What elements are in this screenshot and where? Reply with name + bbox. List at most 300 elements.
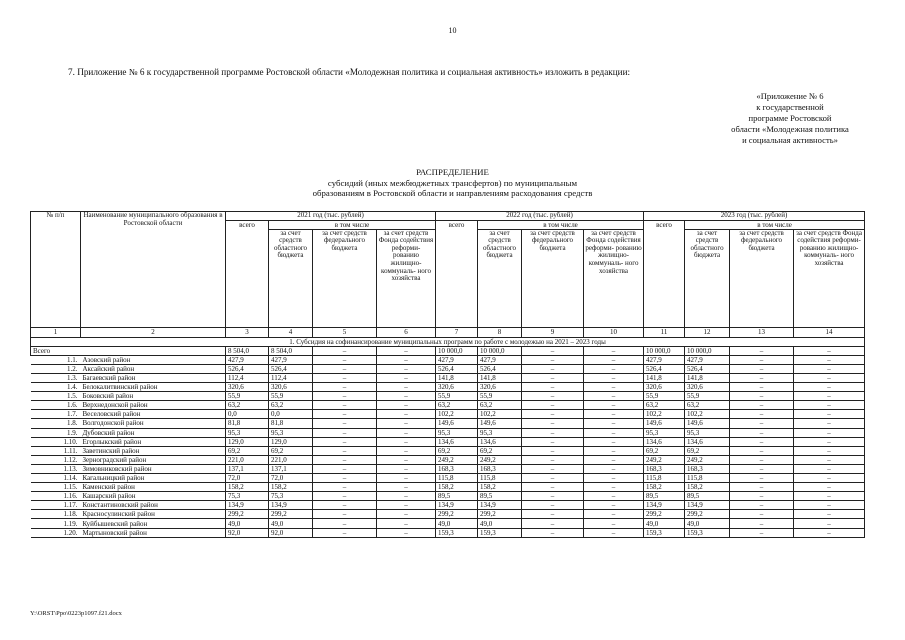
dash-cell: – bbox=[584, 446, 644, 455]
dash-cell: – bbox=[794, 492, 865, 501]
dash-cell: – bbox=[584, 464, 644, 473]
dash-cell: – bbox=[522, 510, 584, 519]
dash-cell: – bbox=[730, 464, 794, 473]
dash-cell: – bbox=[522, 437, 584, 446]
dash-cell: – bbox=[794, 446, 865, 455]
row-number: 1.1. bbox=[31, 355, 81, 364]
municipality-name: Верхнедонской район bbox=[81, 401, 226, 410]
value-2022-regional: 115,8 bbox=[478, 474, 522, 483]
table-row bbox=[31, 464, 865, 473]
table-row bbox=[31, 474, 865, 483]
value-2023-total: 69,2 bbox=[644, 446, 685, 455]
value-2022-regional: 134,9 bbox=[478, 501, 522, 510]
value-2022-regional: 55,9 bbox=[478, 392, 522, 401]
column-number: 2 bbox=[81, 327, 226, 337]
municipality-name: Белокалитвинский район bbox=[81, 383, 226, 392]
title-line: РАСПРЕДЕЛЕНИЕ bbox=[416, 167, 489, 177]
column-number-row bbox=[31, 327, 865, 337]
value-2021-regional: 112,4 bbox=[269, 373, 313, 382]
value-2023-regional: 49,0 bbox=[685, 519, 730, 528]
column-number: 3 bbox=[226, 327, 269, 337]
value-2022-regional: 526,4 bbox=[478, 364, 522, 373]
value-2023-regional: 102,2 bbox=[685, 410, 730, 419]
municipality-name: Кагальницкий район bbox=[81, 474, 226, 483]
value-2022-regional: 158,2 bbox=[478, 483, 522, 492]
dash-cell: – bbox=[730, 446, 794, 455]
value-2023-total: 320,6 bbox=[644, 383, 685, 392]
header-total: всего bbox=[644, 220, 685, 327]
total-row bbox=[31, 346, 865, 355]
table-row bbox=[31, 455, 865, 464]
dash-cell: – bbox=[377, 492, 436, 501]
dash-cell: – bbox=[794, 501, 865, 510]
value-2022-total: 427,9 bbox=[436, 355, 478, 364]
value-2021-total: 137,1 bbox=[226, 464, 269, 473]
value-2023-regional: 249,2 bbox=[685, 455, 730, 464]
header-name: Наименование муниципального образования в Ростовской области bbox=[81, 212, 226, 328]
dash-cell: – bbox=[377, 364, 436, 373]
dash-cell: – bbox=[730, 401, 794, 410]
dash-cell: – bbox=[730, 528, 794, 537]
value-2021-regional: 526,4 bbox=[269, 364, 313, 373]
column-number: 9 bbox=[522, 327, 584, 337]
value-2021-total: 55,9 bbox=[226, 392, 269, 401]
dash-cell: – bbox=[313, 528, 377, 537]
value-2023-total: 63,2 bbox=[644, 401, 685, 410]
row-number: 1.3. bbox=[31, 373, 81, 382]
total-2022-regional: 10 000,0 bbox=[478, 346, 522, 355]
value-2023-total: 102,2 bbox=[644, 410, 685, 419]
dash-cell: – bbox=[522, 519, 584, 528]
table-row bbox=[31, 401, 865, 410]
value-2021-total: 95,3 bbox=[226, 428, 269, 437]
total-2023: 10 000,0 bbox=[644, 346, 685, 355]
value-2021-total: 112,4 bbox=[226, 373, 269, 382]
dash-cell: – bbox=[522, 428, 584, 437]
municipality-name: Аксайский район bbox=[81, 364, 226, 373]
title-line: субсидий (иных межбюджетных трансфертов) по муниципальным bbox=[327, 177, 578, 188]
dash-cell: – bbox=[794, 383, 865, 392]
row-number: 1.17. bbox=[31, 501, 81, 510]
municipality-name: Веселовский район bbox=[81, 410, 226, 419]
value-2021-regional: 134,9 bbox=[269, 501, 313, 510]
table-row bbox=[31, 501, 865, 510]
value-2021-regional: 81,8 bbox=[269, 419, 313, 428]
dash-cell: – bbox=[730, 383, 794, 392]
value-2021-total: 526,4 bbox=[226, 364, 269, 373]
value-2022-total: 320,6 bbox=[436, 383, 478, 392]
dash-cell: – bbox=[522, 364, 584, 373]
title-line: образованиям в Ростовской области и направлениям расходования средств bbox=[312, 188, 593, 198]
header-incl: в том числе bbox=[269, 220, 436, 229]
row-number: 1.14. bbox=[31, 474, 81, 483]
value-2021-regional: 221,0 bbox=[269, 455, 313, 464]
table-row bbox=[31, 419, 865, 428]
value-2023-regional: 158,2 bbox=[685, 483, 730, 492]
dash-cell: – bbox=[584, 419, 644, 428]
dash-cell: – bbox=[730, 501, 794, 510]
value-2023-total: 158,2 bbox=[644, 483, 685, 492]
annex-reference bbox=[690, 91, 890, 146]
value-2023-total: 149,6 bbox=[644, 419, 685, 428]
row-number: 1.19. bbox=[31, 519, 81, 528]
dash-cell: – bbox=[313, 373, 377, 382]
municipality-name: Зимовниковский район bbox=[81, 464, 226, 473]
dash-cell: – bbox=[730, 419, 794, 428]
dash-cell: – bbox=[313, 464, 377, 473]
value-2021-regional: 0,0 bbox=[269, 410, 313, 419]
municipality-name: Константиновский район bbox=[81, 501, 226, 510]
value-2022-regional: 95,3 bbox=[478, 428, 522, 437]
dash-cell: – bbox=[584, 428, 644, 437]
value-2022-regional: 102,2 bbox=[478, 410, 522, 419]
value-2023-total: 299,2 bbox=[644, 510, 685, 519]
dash-cell: – bbox=[522, 474, 584, 483]
dash-cell: – bbox=[313, 383, 377, 392]
value-2021-regional: 95,3 bbox=[269, 428, 313, 437]
value-2023-regional: 134,9 bbox=[685, 501, 730, 510]
dash-cell: – bbox=[584, 455, 644, 464]
value-2023-regional: 115,8 bbox=[685, 474, 730, 483]
dash-cell: – bbox=[522, 483, 584, 492]
value-2021-total: 49,0 bbox=[226, 519, 269, 528]
dash-cell: – bbox=[794, 392, 865, 401]
dash-cell: – bbox=[794, 419, 865, 428]
value-2022-regional: 299,2 bbox=[478, 510, 522, 519]
municipality-name: Азовский район bbox=[81, 355, 226, 364]
value-2021-total: 221,0 bbox=[226, 455, 269, 464]
dash-cell: – bbox=[313, 392, 377, 401]
dash-cell: – bbox=[313, 401, 377, 410]
dash-cell: – bbox=[584, 355, 644, 364]
dash-cell: – bbox=[377, 455, 436, 464]
table-row bbox=[31, 483, 865, 492]
dash-cell: – bbox=[584, 437, 644, 446]
value-2021-total: 158,2 bbox=[226, 483, 269, 492]
municipality-name: Зерноградский район bbox=[81, 455, 226, 464]
value-2023-total: 427,9 bbox=[644, 355, 685, 364]
dash-cell: – bbox=[313, 355, 377, 364]
value-2022-regional: 149,6 bbox=[478, 419, 522, 428]
dash-cell: – bbox=[584, 492, 644, 501]
value-2023-regional: 168,3 bbox=[685, 464, 730, 473]
dash-cell: – bbox=[584, 373, 644, 382]
column-number: 14 bbox=[794, 327, 865, 337]
dash-cell: – bbox=[794, 437, 865, 446]
dash-cell: – bbox=[522, 446, 584, 455]
dash-cell: – bbox=[730, 373, 794, 382]
section-row bbox=[31, 337, 865, 346]
dash-cell: – bbox=[313, 437, 377, 446]
value-2022-regional: 159,3 bbox=[478, 528, 522, 537]
value-2021-regional: 427,9 bbox=[269, 355, 313, 364]
dash-cell: – bbox=[730, 510, 794, 519]
dash-cell: – bbox=[730, 474, 794, 483]
table-row bbox=[31, 446, 865, 455]
value-2021-total: 134,9 bbox=[226, 501, 269, 510]
header-incl: в том числе bbox=[685, 220, 865, 229]
dash-cell: – bbox=[522, 373, 584, 382]
value-2022-total: 69,2 bbox=[436, 446, 478, 455]
header-total: всего bbox=[226, 220, 269, 327]
column-number: 7 bbox=[436, 327, 478, 337]
value-2021-total: 92,0 bbox=[226, 528, 269, 537]
value-2021-total: 129,0 bbox=[226, 437, 269, 446]
dash-cell: – bbox=[377, 437, 436, 446]
dash-cell: – bbox=[313, 410, 377, 419]
section-title: 1. Субсидия на софинансирование муниципальных программ по работе с молодежью на 2021 – 2023 годы bbox=[31, 337, 865, 346]
column-number: 6 bbox=[377, 327, 436, 337]
dash-cell: – bbox=[522, 419, 584, 428]
row-number: 1.20. bbox=[31, 528, 81, 537]
value-2023-total: 134,6 bbox=[644, 437, 685, 446]
value-2022-regional: 427,9 bbox=[478, 355, 522, 364]
row-number: 1.10. bbox=[31, 437, 81, 446]
column-number: 10 bbox=[584, 327, 644, 337]
dash-cell: – bbox=[313, 483, 377, 492]
dash-cell: – bbox=[377, 519, 436, 528]
header-num: № п/п bbox=[31, 212, 81, 328]
dash-cell: – bbox=[584, 364, 644, 373]
dash-cell: – bbox=[584, 501, 644, 510]
header-fund: за счет средств Фонда содействия реформи- рованию жилищно- коммуналь- ного хозяйства bbox=[794, 229, 865, 327]
value-2022-regional: 89,5 bbox=[478, 492, 522, 501]
dash-cell: – bbox=[377, 464, 436, 473]
dash-cell: – bbox=[794, 464, 865, 473]
dash-cell: – bbox=[730, 483, 794, 492]
header-fund: за счет средств Фонда содействия реформи- рованию жилищно- коммуналь- ного хозяйства bbox=[584, 229, 644, 327]
header-regional: за счет средств областного бюджета bbox=[685, 229, 730, 327]
dash-cell: – bbox=[584, 474, 644, 483]
value-2022-total: 141,8 bbox=[436, 373, 478, 382]
dash-cell: – bbox=[794, 364, 865, 373]
value-2023-regional: 159,3 bbox=[685, 528, 730, 537]
value-2021-total: 320,6 bbox=[226, 383, 269, 392]
dash-cell: – bbox=[377, 483, 436, 492]
municipality-name: Заветинский район bbox=[81, 446, 226, 455]
row-number: 1.18. bbox=[31, 510, 81, 519]
municipality-name: Волгодонской район bbox=[81, 419, 226, 428]
row-number: 1.8. bbox=[31, 419, 81, 428]
value-2023-total: 168,3 bbox=[644, 464, 685, 473]
dash-cell: – bbox=[313, 419, 377, 428]
value-2021-regional: 69,2 bbox=[269, 446, 313, 455]
dash-cell: – bbox=[377, 410, 436, 419]
dash-cell: – bbox=[377, 373, 436, 382]
dash-cell: – bbox=[313, 346, 377, 355]
value-2022-total: 249,2 bbox=[436, 455, 478, 464]
value-2021-total: 427,9 bbox=[226, 355, 269, 364]
dash-cell: – bbox=[794, 428, 865, 437]
value-2023-regional: 69,2 bbox=[685, 446, 730, 455]
value-2022-total: 134,9 bbox=[436, 501, 478, 510]
value-2021-regional: 129,0 bbox=[269, 437, 313, 446]
column-number: 8 bbox=[478, 327, 522, 337]
value-2021-regional: 320,6 bbox=[269, 383, 313, 392]
header-incl: в том числе bbox=[478, 220, 644, 229]
table-row bbox=[31, 519, 865, 528]
dash-cell: – bbox=[377, 528, 436, 537]
dash-cell: – bbox=[794, 474, 865, 483]
value-2023-regional: 55,9 bbox=[685, 392, 730, 401]
value-2023-total: 141,8 bbox=[644, 373, 685, 382]
dash-cell: – bbox=[794, 510, 865, 519]
value-2021-total: 81,8 bbox=[226, 419, 269, 428]
dash-cell: – bbox=[730, 346, 794, 355]
dash-cell: – bbox=[584, 528, 644, 537]
table-row bbox=[31, 392, 865, 401]
dash-cell: – bbox=[377, 501, 436, 510]
municipality-name: Красносулинский район bbox=[81, 510, 226, 519]
municipality-name: Багаевский район bbox=[81, 373, 226, 382]
dash-cell: – bbox=[730, 410, 794, 419]
dash-cell: – bbox=[730, 355, 794, 364]
value-2022-total: 95,3 bbox=[436, 428, 478, 437]
dash-cell: – bbox=[313, 519, 377, 528]
column-number: 1 bbox=[31, 327, 81, 337]
value-2023-total: 115,8 bbox=[644, 474, 685, 483]
header-regional: за счет средств областного бюджета bbox=[269, 229, 313, 327]
dash-cell: – bbox=[313, 455, 377, 464]
value-2023-regional: 141,8 bbox=[685, 373, 730, 382]
value-2022-regional: 69,2 bbox=[478, 446, 522, 455]
row-number: 1.13. bbox=[31, 464, 81, 473]
header-regional: за счет средств областного бюджета bbox=[478, 229, 522, 327]
value-2021-regional: 158,2 bbox=[269, 483, 313, 492]
municipality-name: Мартыновский район bbox=[81, 528, 226, 537]
value-2022-total: 158,2 bbox=[436, 483, 478, 492]
dash-cell: – bbox=[313, 474, 377, 483]
row-number: 1.15. bbox=[31, 483, 81, 492]
total-2023-regional: 10 000,0 bbox=[685, 346, 730, 355]
dash-cell: – bbox=[313, 492, 377, 501]
dash-cell: – bbox=[522, 355, 584, 364]
dash-cell: – bbox=[313, 446, 377, 455]
header-federal: за счет средств федерального бюджета bbox=[522, 229, 584, 327]
value-2023-regional: 526,4 bbox=[685, 364, 730, 373]
value-2023-total: 159,3 bbox=[644, 528, 685, 537]
value-2023-regional: 427,9 bbox=[685, 355, 730, 364]
header-federal: за счет средств федерального бюджета bbox=[730, 229, 794, 327]
dash-cell: – bbox=[522, 464, 584, 473]
value-2023-total: 49,0 bbox=[644, 519, 685, 528]
value-2023-total: 95,3 bbox=[644, 428, 685, 437]
header-total: всего bbox=[436, 220, 478, 327]
header-year-2021: 2021 год (тыс. рублей) bbox=[226, 212, 436, 221]
row-number: 1.9. bbox=[31, 428, 81, 437]
dash-cell: – bbox=[584, 401, 644, 410]
dash-cell: – bbox=[522, 501, 584, 510]
dash-cell: – bbox=[794, 355, 865, 364]
annex-line: области «Молодежная политика bbox=[731, 124, 849, 134]
dash-cell: – bbox=[794, 410, 865, 419]
column-number: 4 bbox=[269, 327, 313, 337]
dash-cell: – bbox=[313, 501, 377, 510]
dash-cell: – bbox=[794, 401, 865, 410]
dash-cell: – bbox=[584, 519, 644, 528]
table-row bbox=[31, 410, 865, 419]
municipality-name: Каменский район bbox=[81, 483, 226, 492]
dash-cell: – bbox=[730, 428, 794, 437]
value-2023-total: 526,4 bbox=[644, 364, 685, 373]
table-row bbox=[31, 510, 865, 519]
dash-cell: – bbox=[794, 455, 865, 464]
dash-cell: – bbox=[522, 401, 584, 410]
value-2022-total: 115,8 bbox=[436, 474, 478, 483]
municipality-name: Куйбышевский район bbox=[81, 519, 226, 528]
value-2021-total: 72,0 bbox=[226, 474, 269, 483]
dash-cell: – bbox=[730, 519, 794, 528]
dash-cell: – bbox=[730, 364, 794, 373]
column-number: 11 bbox=[644, 327, 685, 337]
value-2022-total: 159,3 bbox=[436, 528, 478, 537]
row-number: 1.5. bbox=[31, 392, 81, 401]
column-number: 12 bbox=[685, 327, 730, 337]
value-2022-total: 63,2 bbox=[436, 401, 478, 410]
annex-line: программе Ростовской bbox=[748, 113, 832, 123]
municipality-name: Егорлыкский район bbox=[81, 437, 226, 446]
table-row bbox=[31, 364, 865, 373]
value-2021-regional: 137,1 bbox=[269, 464, 313, 473]
value-2022-total: 55,9 bbox=[436, 392, 478, 401]
column-number: 13 bbox=[730, 327, 794, 337]
row-number: 1.11. bbox=[31, 446, 81, 455]
dash-cell: – bbox=[794, 346, 865, 355]
dash-cell: – bbox=[730, 492, 794, 501]
dash-cell: – bbox=[794, 483, 865, 492]
value-2022-total: 526,4 bbox=[436, 364, 478, 373]
value-2023-total: 249,2 bbox=[644, 455, 685, 464]
dash-cell: – bbox=[522, 410, 584, 419]
value-2023-regional: 149,6 bbox=[685, 419, 730, 428]
dash-cell: – bbox=[522, 528, 584, 537]
value-2022-regional: 168,3 bbox=[478, 464, 522, 473]
value-2022-total: 168,3 bbox=[436, 464, 478, 473]
value-2023-total: 134,9 bbox=[644, 501, 685, 510]
intro-paragraph: 7. Приложение № 6 к государственной программе Ростовской области «Молодежная политика и социальная активность» изложить в редакции: bbox=[68, 67, 631, 77]
dash-cell: – bbox=[313, 364, 377, 373]
column-number: 5 bbox=[313, 327, 377, 337]
dash-cell: – bbox=[377, 446, 436, 455]
row-number: 1.6. bbox=[31, 401, 81, 410]
dash-cell: – bbox=[522, 455, 584, 464]
dash-cell: – bbox=[730, 437, 794, 446]
value-2022-total: 102,2 bbox=[436, 410, 478, 419]
dash-cell: – bbox=[584, 392, 644, 401]
table-row bbox=[31, 373, 865, 382]
header-year-2022: 2022 год (тыс. рублей) bbox=[436, 212, 644, 221]
value-2023-total: 55,9 bbox=[644, 392, 685, 401]
dash-cell: – bbox=[730, 455, 794, 464]
value-2021-regional: 299,2 bbox=[269, 510, 313, 519]
dash-cell: – bbox=[522, 392, 584, 401]
dash-cell: – bbox=[584, 346, 644, 355]
table-row bbox=[31, 383, 865, 392]
annex-line: к государственной bbox=[756, 102, 824, 112]
value-2023-regional: 89,5 bbox=[685, 492, 730, 501]
page-number: 10 bbox=[448, 26, 457, 35]
row-number: 1.16. bbox=[31, 492, 81, 501]
value-2021-total: 0,0 bbox=[226, 410, 269, 419]
total-2022: 10 000,0 bbox=[436, 346, 478, 355]
value-2021-total: 75,3 bbox=[226, 492, 269, 501]
table-row bbox=[31, 428, 865, 437]
dash-cell: – bbox=[377, 392, 436, 401]
dash-cell: – bbox=[522, 492, 584, 501]
dash-cell: – bbox=[584, 383, 644, 392]
value-2021-total: 63,2 bbox=[226, 401, 269, 410]
value-2022-total: 49,0 bbox=[436, 519, 478, 528]
